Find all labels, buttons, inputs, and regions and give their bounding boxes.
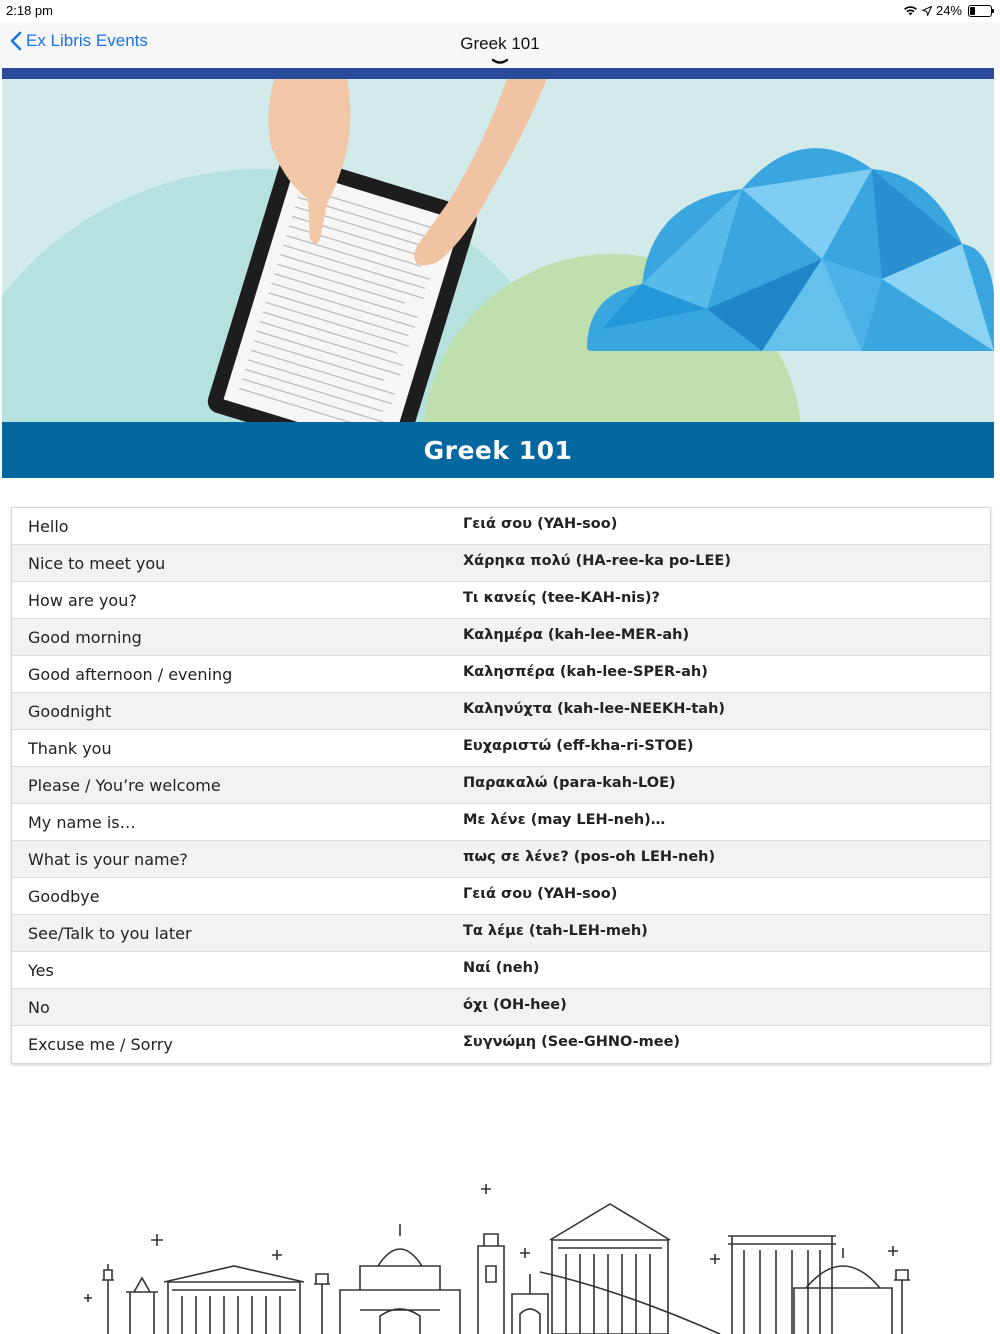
wifi-icon <box>903 5 918 16</box>
phrase-english: Goodnight <box>28 702 112 721</box>
phrase-table <box>11 507 991 1064</box>
table-row <box>12 656 990 693</box>
table-row <box>12 508 990 545</box>
phrase-english: Nice to meet you <box>28 554 166 573</box>
tablet-cloud-illustration <box>2 79 994 422</box>
phrase-greek: Χάρηκα πολύ (HA-ree-ka po-LEE) <box>463 553 731 569</box>
table-row <box>12 804 990 841</box>
phrase-greek: Τα λέμε (tah-LEH-meh) <box>463 923 648 939</box>
phrase-english: What is your name? <box>28 850 188 869</box>
phrase-greek: Γειά σου (YAH-soo) <box>463 516 618 532</box>
phrase-english: Yes <box>28 961 54 980</box>
phrase-greek: Τι κανείς (tee-KAH-nis)? <box>463 590 660 606</box>
table-row <box>12 1026 990 1063</box>
phrase-greek: Παρακαλώ (para-kah-LOE) <box>463 775 676 791</box>
status-indicators <box>903 3 992 18</box>
table-row <box>12 730 990 767</box>
phrase-greek: Γειά σου (YAH-soo) <box>463 886 618 902</box>
battery-icon <box>968 5 992 17</box>
battery-level <box>970 7 975 15</box>
phrase-greek: Καλησπέρα (kah-lee-SPER-ah) <box>463 664 708 680</box>
section-title-band <box>2 422 994 478</box>
phrase-greek: Καλημέρα (kah-lee-MER-ah) <box>463 627 690 643</box>
phrase-greek: Με λένε (may LEH-neh)… <box>463 812 666 828</box>
athens-skyline-illustration <box>60 1170 940 1334</box>
page-title: Greek 101 <box>460 34 540 53</box>
phrase-english: See/Talk to you later <box>28 924 192 943</box>
table-row <box>12 582 990 619</box>
phrase-english: My name is… <box>28 813 136 832</box>
table-row <box>12 767 990 804</box>
section-title: Greek 101 <box>423 435 573 465</box>
table-row <box>12 545 990 582</box>
phrase-english: Thank you <box>28 739 112 758</box>
phrase-english: Good afternoon / evening <box>28 665 233 684</box>
phrase-greek: Ευχαριστώ (eff-kha-ri-STOE) <box>463 738 694 754</box>
chevron-down-icon[interactable] <box>491 58 509 66</box>
table-row <box>12 693 990 730</box>
phrase-english: Excuse me / Sorry <box>28 1035 173 1054</box>
navigation-bar <box>0 22 1000 68</box>
phrase-greek: πως σε λένε? (pos-oh LEH-neh) <box>463 849 716 865</box>
phrase-greek: Συγνώμη (See-GHNO-mee) <box>463 1034 681 1050</box>
table-row <box>12 841 990 878</box>
phrase-english: Goodbye <box>28 887 100 906</box>
phrase-english: How are you? <box>28 591 137 610</box>
back-button-label: Ex Libris Events <box>26 31 148 50</box>
table-row <box>12 952 990 989</box>
header-accent-band <box>2 68 994 79</box>
location-icon <box>922 6 932 16</box>
phrase-greek: όχι (OH-hee) <box>463 997 567 1013</box>
phrase-english: Please / You’re welcome <box>28 776 221 795</box>
phrase-greek: Ναί (neh) <box>463 960 540 976</box>
phrase-english: Good morning <box>28 628 142 647</box>
phrase-english: Hello <box>28 517 69 536</box>
phrase-english: No <box>28 998 50 1017</box>
status-bar <box>0 0 1000 22</box>
hero-image <box>2 79 994 422</box>
table-row <box>12 915 990 952</box>
status-time: 2:18 pm <box>6 3 53 18</box>
table-row <box>12 878 990 915</box>
table-row <box>12 619 990 656</box>
battery-percent: 24% <box>935 3 962 18</box>
table-row <box>12 989 990 1026</box>
phrase-greek: Καληνύχτα (kah-lee-NEEKH-tah) <box>463 701 726 717</box>
